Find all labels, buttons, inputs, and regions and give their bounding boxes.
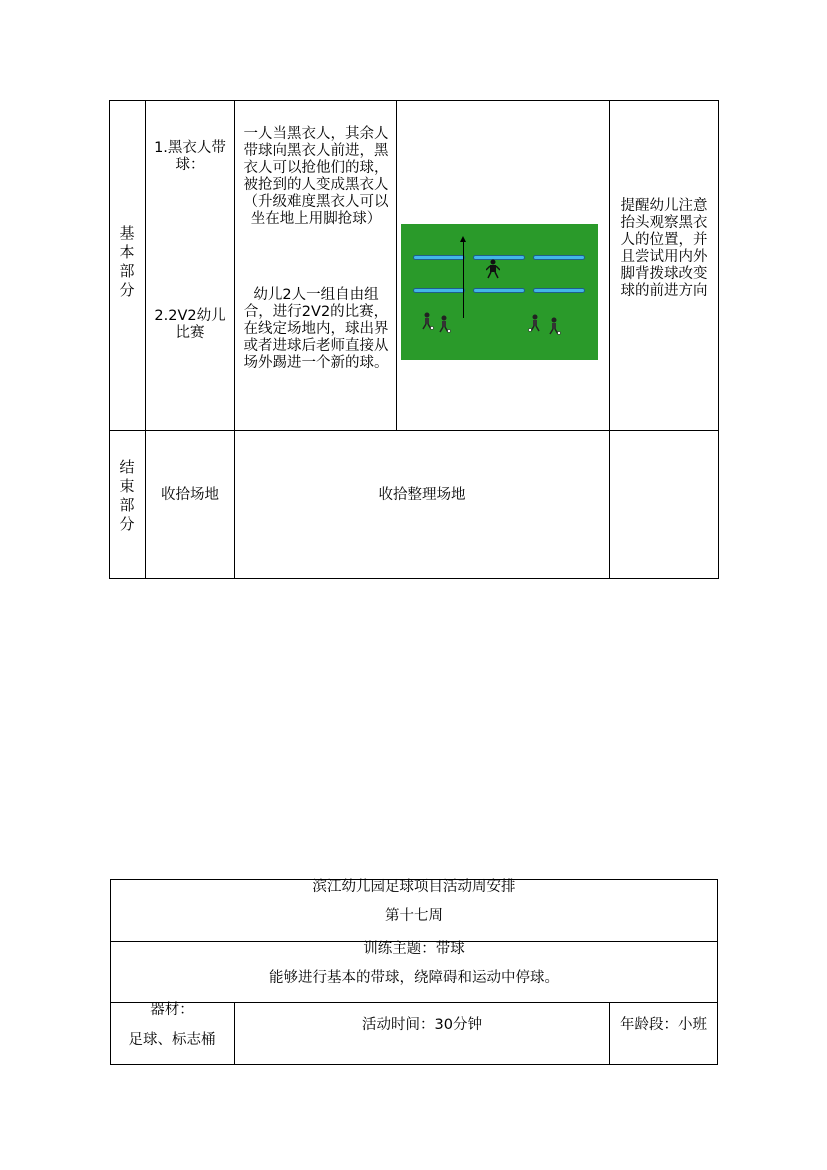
- marker-bar: [413, 255, 465, 260]
- section-label-end: 结束部分: [119, 458, 135, 533]
- child-player-icon: [547, 317, 561, 335]
- marker-bar: [533, 255, 585, 260]
- black-shirt-player-icon: [486, 259, 500, 279]
- activity-name-2v2: 2.2V2幼儿比赛: [154, 308, 226, 341]
- direction-arrow: [463, 240, 464, 318]
- activity-time: 活动时间：30分钟: [362, 1017, 482, 1033]
- child-player-icon: [528, 314, 542, 332]
- week-label: 第十七周: [385, 908, 443, 924]
- activity-name-black-shirt: 1.黑衣人带球：: [154, 140, 226, 173]
- activity-desc-2v2: 幼儿2人一组自由组合，进行2V2的比赛，在线定场地内，球出界或者进球后老师直接从场外踢进一个新的球。: [243, 287, 389, 371]
- field-diagram: [401, 224, 598, 360]
- training-goal: 能够进行基本的带球，绕障碍和运动中停球。: [269, 970, 559, 986]
- child-player-icon: [420, 312, 434, 330]
- training-theme: 训练主题：带球: [363, 941, 465, 957]
- plan-title: 滨江幼儿园足球项目活动周安排: [312, 879, 516, 895]
- marker-bar: [533, 288, 585, 293]
- equipment-list: 足球、标志桶: [128, 1032, 216, 1048]
- coaching-note: 提醒幼儿注意抬头观察黑衣人的位置，并且尝试用内外脚背拨球改变球的前进方向: [620, 198, 708, 299]
- child-player-icon: [437, 315, 451, 333]
- arrow-head: [460, 236, 466, 242]
- age-group: 年龄段：小班: [620, 1017, 707, 1033]
- end-activity-desc: 收拾整理场地: [378, 487, 466, 503]
- activity-desc-black-shirt: 一人当黑衣人，其余人带球向黑衣人前进，黑衣人可以抢他们的球， 被抢到的人变成黑衣人（升级难度黑衣人可以坐在地上用脚抢球）: [243, 126, 389, 227]
- end-activity-name: 收拾场地: [161, 487, 219, 503]
- marker-bar: [473, 288, 525, 293]
- equipment-label: 器材：: [150, 1002, 194, 1018]
- marker-bar: [413, 288, 465, 293]
- section-label-basic: 基本部分: [119, 224, 135, 299]
